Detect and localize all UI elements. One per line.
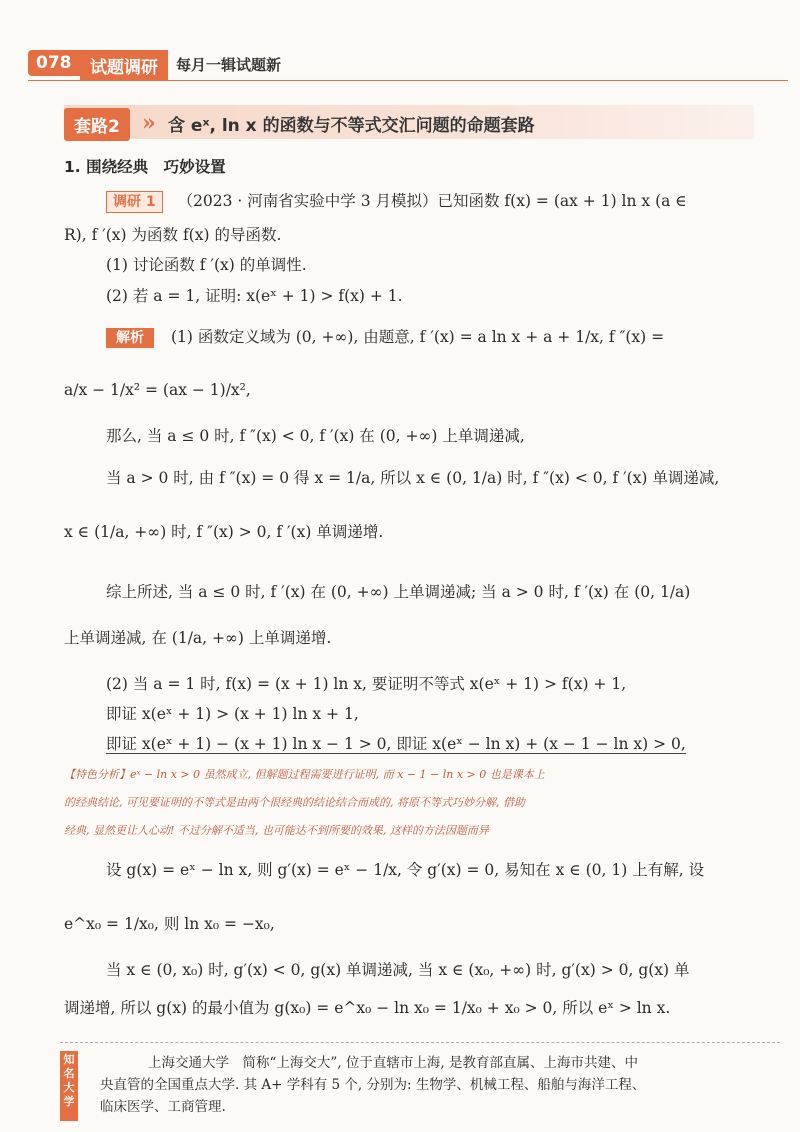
section-title: 含 eˣ, ln x 的函数与不等式交汇问题的命题套路: [168, 116, 535, 136]
chevron-right-icon: »: [142, 110, 156, 136]
footer-line-2: 央直管的全国重点大学. 其 A+ 学科有 5 个, 分别为: 生物学、机械工程、船舶与海洋工程、: [100, 1077, 646, 1093]
footer-line-1: 上海交通大学 简称“上海交大”, 位于直辖市上海, 是教育部直属、上海市共建、中: [148, 1055, 638, 1071]
solution-text: (1) 函数定义域为 (0, +∞), 由题意, f ′(x) = a ln x + a + 1/x, f ″(x) =: [170, 328, 665, 346]
question-2: (2) 若 a = 1, 证明: x(eˣ + 1) > f(x) + 1.: [106, 287, 403, 305]
solution-badge: 解析: [106, 328, 154, 348]
problem-line-1: [106, 189, 687, 213]
solution-line-4: 当 a > 0 时, 由 f ″(x) = 0 得 x = 1/a, 所以 x ∈ (0, 1/a) 时, f ″(x) < 0, f ′(x) 单调递减,: [106, 469, 720, 487]
page-header: [28, 44, 788, 80]
solution-line-3: 那么, 当 a ≤ 0 时, f ″(x) < 0, f ′(x) 在 (0, +∞) 上单调递减,: [106, 427, 525, 445]
solution-line-10: [106, 732, 686, 756]
feature-note-3: 经典, 显然更让人心动! 不过分解不适当, 也可能达不到所要的效果, 这样的方法因题而异: [64, 824, 489, 837]
feature-note-1: 【特色分析】eˣ − ln x > 0 虽然成立, 但解题过程需要进行证明, 而 x − 1 − ln x > 0 也是课本上: [64, 768, 545, 781]
column-label: 试题调研: [80, 50, 168, 81]
page-number: 078: [28, 50, 80, 76]
subsection-heading: 1. 围绕经典 巧妙设置: [64, 158, 226, 176]
solution-line-13: 当 x ∈ (0, x₀) 时, g′(x) < 0, g(x) 单调递减, 当 x ∈ (x₀, +∞) 时, g′(x) > 0, g(x) 单: [106, 961, 690, 979]
problem-line-2: R), f ′(x) 为函数 f(x) 的导函数.: [64, 226, 282, 244]
footer-line-3: 临床医学、工商管理.: [100, 1099, 226, 1115]
solution-line-2: a/x − 1/x² = (ax − 1)/x²,: [64, 381, 251, 399]
solution-line-8: (2) 当 a = 1 时, f(x) = (x + 1) ln x, 要证明不等式 x(eˣ + 1) > f(x) + 1,: [106, 675, 627, 693]
solution-line-1: [106, 325, 664, 349]
underlined-text: 即证 x(eˣ + 1) − (x + 1) ln x − 1 > 0, 即证 x(eˣ − ln x) + (x − 1 − ln x) > 0,: [106, 735, 686, 753]
solution-line-5: x ∈ (1/a, +∞) 时, f ″(x) > 0, f ′(x) 单调递增.: [64, 523, 384, 541]
header-divider: [28, 80, 788, 81]
solution-line-7: 上单调递减, 在 (1/a, +∞) 上单调递增.: [64, 629, 332, 647]
solution-line-14: 调递增, 所以 g(x) 的最小值为 g(x₀) = e^x₀ − ln x₀ = 1/x₀ + x₀ > 0, 所以 eˣ > ln x.: [64, 999, 671, 1017]
solution-line-12: e^x₀ = 1/x₀, 则 ln x₀ = −x₀,: [64, 915, 275, 933]
problem-badge: 调研 1: [106, 191, 163, 213]
university-footer: [60, 1042, 780, 1123]
section-bar: [64, 105, 754, 139]
section-tag: 套路2: [64, 108, 130, 141]
magazine-slogan: 每月一辑试题新: [176, 56, 282, 74]
question-1: (1) 讨论函数 f ′(x) 的单调性.: [106, 256, 307, 274]
solution-line-6: 综上所述, 当 a ≤ 0 时, f ′(x) 在 (0, +∞) 上单调递减; 当 a > 0 时, f ′(x) 在 (0, 1/a): [106, 583, 691, 601]
footer-side-label: 知名大学: [60, 1051, 78, 1121]
problem-text: （2023 · 河南省实验中学 3 月模拟）已知函数 f(x) = (ax + 1) ln x (a ∈: [177, 192, 687, 210]
solution-line-9: 即证 x(eˣ + 1) > (x + 1) ln x + 1,: [106, 705, 359, 723]
feature-note-2: 的经典结论, 可见要证明的不等式是由两个很经典的结论结合而成的, 将原不等式巧妙分解, 借助: [64, 796, 525, 809]
solution-line-11: 设 g(x) = eˣ − ln x, 则 g′(x) = eˣ − 1/x, 令 g′(x) = 0, 易知在 x ∈ (0, 1) 上有解, 设: [106, 861, 705, 879]
